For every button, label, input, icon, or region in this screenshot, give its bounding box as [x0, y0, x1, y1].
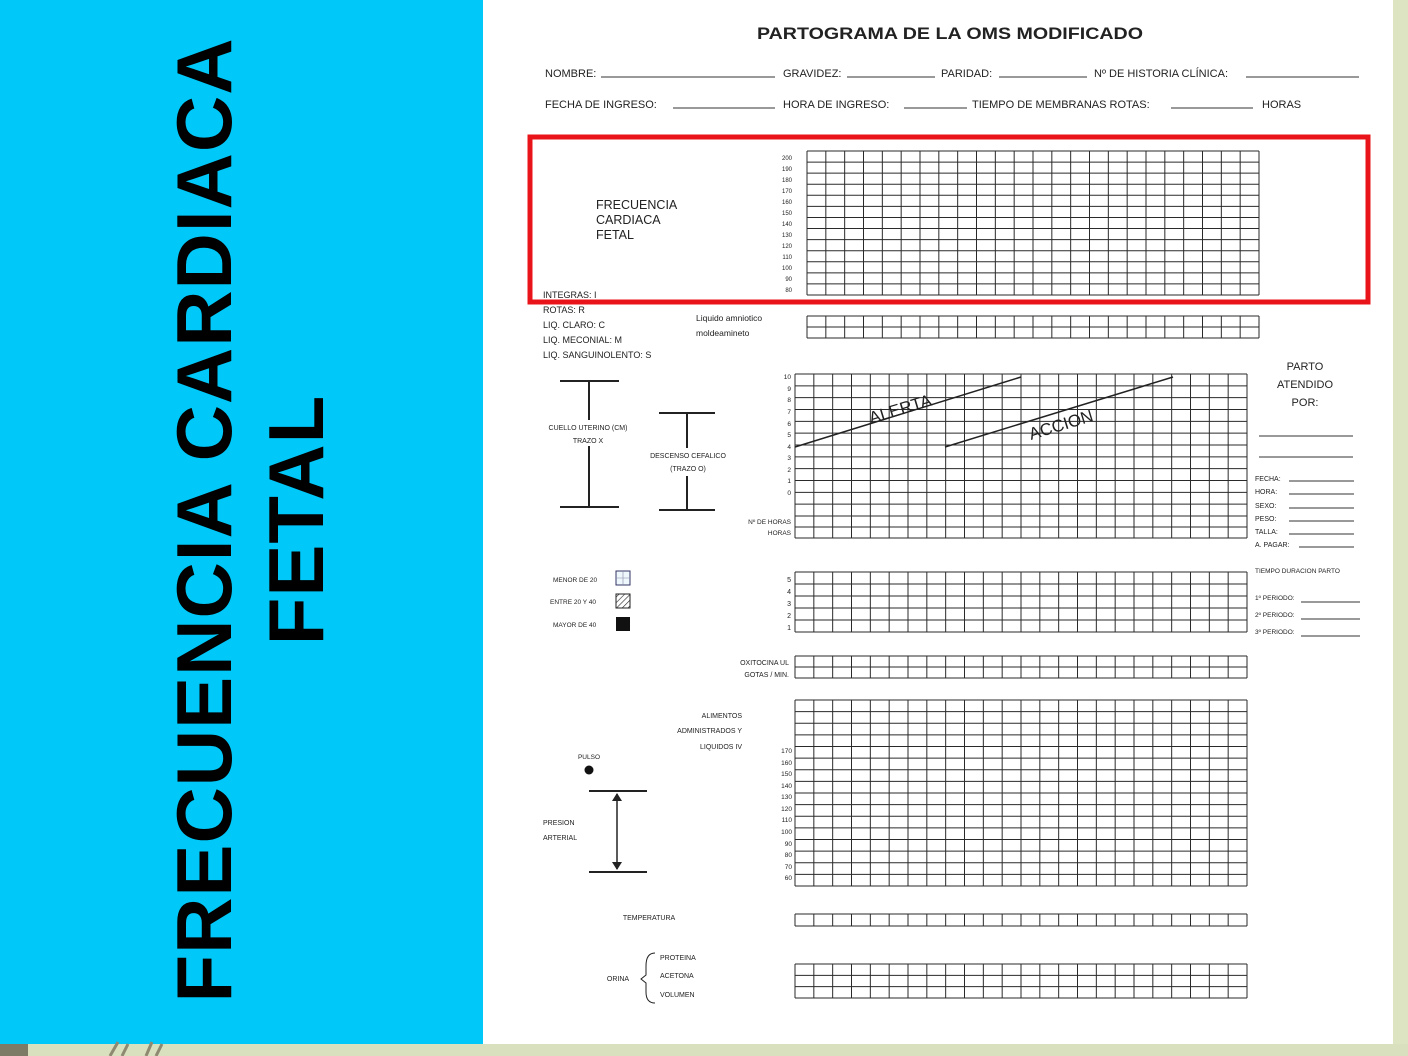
alimentos-line-2: ADMINISTRADOS Y: [677, 728, 742, 735]
presion-tick: 80: [784, 852, 792, 859]
fecha-ingreso-label: FECHA DE INGRESO:: [545, 99, 657, 111]
dil-tick: 3: [787, 455, 791, 462]
orina-proteina: PROTEINA: [660, 955, 696, 962]
fcf-tick: 130: [781, 233, 792, 239]
liquido-grid: [807, 316, 1259, 338]
cuello-line-2: TRAZO X: [572, 438, 604, 445]
presion-tick: 70: [784, 864, 792, 871]
parto-title-1: PARTO: [1286, 361, 1324, 373]
dil-tick: 2: [787, 467, 791, 474]
fcf-label-line-1: FRECUENCIA: [596, 198, 678, 212]
membranas-integras: INTEGRAS: I: [543, 290, 597, 300]
fcf-tick: 140: [781, 222, 792, 228]
contr-tick: 3: [787, 601, 791, 608]
dil-tick: 5: [787, 432, 791, 439]
descenso-cefalico-indicator: [643, 413, 733, 510]
horas-grid: [795, 516, 1247, 538]
fcf-tick: 190: [781, 167, 792, 173]
presion-tick: 170: [781, 748, 792, 755]
dil-tick: 8: [787, 397, 791, 404]
fcf-tick: 180: [781, 178, 792, 184]
fcf-label: [596, 198, 678, 242]
title-line-1: FRECUENCIA CARDIACA: [160, 37, 248, 1003]
form-title: PARTOGRAMA DE LA OMS MODIFICADO: [757, 24, 1143, 43]
corner-decoration-icon: [0, 1040, 200, 1056]
presion-tick: 150: [781, 771, 792, 778]
liquido-line-1: Liquido amniotico: [696, 313, 763, 323]
gravidez-label: GRAVIDEZ:: [783, 68, 842, 80]
presion-tick: 120: [781, 806, 792, 813]
fcf-tick: 80: [785, 288, 792, 294]
fcf-tick: 120: [781, 244, 792, 250]
fcf-tick: 170: [781, 189, 792, 195]
temperatura-grid: [795, 914, 1247, 926]
liquido-label: [696, 313, 762, 338]
oxitocina-line-2: GOTAS / MIN.: [744, 672, 789, 679]
paridad-label: PARIDAD:: [941, 68, 993, 80]
parto-sexo: SEXO:: [1255, 503, 1277, 510]
parto-atendido: [1277, 361, 1333, 409]
presion-tick: 160: [781, 760, 792, 767]
orina-volumen: VOLUMEN: [660, 992, 695, 999]
solid-square-icon: [616, 617, 630, 631]
alimentos-label: [677, 713, 742, 751]
tiempo-membranas-label: TIEMPO DE MEMBRANAS ROTAS:: [972, 99, 1150, 111]
num-horas-label: Nº DE HORAS: [748, 519, 791, 526]
parto-fecha: FECHA:: [1255, 476, 1281, 483]
orina-acetona: ACETONA: [660, 973, 694, 980]
descenso-line-2: (TRAZO O): [670, 466, 706, 473]
fcf-tick: 160: [781, 200, 792, 206]
presion-tick: 140: [781, 783, 792, 790]
duracion-title: TIEMPO DURACION PARTO: [1255, 568, 1340, 575]
fcf-tick: 110: [782, 255, 792, 261]
fcf-tick: 150: [781, 211, 792, 217]
orina-grid: [795, 964, 1247, 998]
dil-tick: 0: [787, 490, 791, 497]
hatched-square-icon: [616, 594, 630, 608]
membranas-rotas: ROTAS: R: [543, 305, 585, 315]
contr-tick: 1: [787, 625, 791, 632]
contr-tick: 4: [787, 589, 791, 596]
presion-tick: 130: [781, 794, 792, 801]
horas-row-label: HORAS: [767, 530, 791, 537]
parto-title-2: ATENDIDO: [1276, 379, 1334, 391]
orina-items: [660, 955, 696, 999]
pulso-label: PULSO: [577, 754, 601, 761]
cuello-uterino-indicator: [538, 381, 638, 507]
presion-tick: 110: [781, 817, 792, 824]
dotted-square-icon: [616, 571, 630, 585]
contracciones-legend: [550, 577, 597, 629]
nombre-label: NOMBRE:: [545, 68, 597, 80]
partograma-form: [483, 0, 1393, 1044]
parto-fields: [1255, 476, 1290, 549]
contr-tick: 2: [787, 613, 791, 620]
temperatura-label: TEMPERATURA: [622, 915, 676, 922]
membranas-sanguinolento: LIQ. SANGUINOLENTO: S: [543, 350, 652, 360]
contracciones-axis-ticks: [787, 577, 791, 632]
dilatacion-grid: [795, 374, 1247, 516]
legend-menor-20: MENOR DE 20: [553, 577, 598, 584]
fcf-axis-ticks: [782, 156, 793, 294]
presion-line-1: PRESION: [543, 820, 575, 827]
presion-tick: 60: [784, 875, 792, 882]
fcf-label-line-3: FETAL: [596, 228, 634, 242]
horas-label: HORAS: [1262, 99, 1302, 111]
duracion-p1: 1º PERIODO:: [1255, 595, 1295, 602]
fcf-grid: [807, 151, 1259, 295]
membranas-claro: LIQ. CLARO: C: [543, 320, 606, 330]
contr-tick: 5: [787, 577, 791, 584]
header-row-2: [545, 99, 1301, 111]
bottom-band: [0, 1044, 1408, 1056]
right-margin-strip: [1393, 0, 1408, 1044]
membranas-meconial: LIQ. MECONIAL: M: [543, 335, 623, 345]
title-line-2: FETAL: [252, 394, 340, 646]
presion-arrow-icon: [589, 791, 647, 872]
parto-title-3: POR:: [1291, 397, 1319, 409]
historia-label: Nº DE HISTORIA CLÍNICA:: [1094, 68, 1229, 80]
presion-tick: 100: [781, 829, 792, 836]
oxitocina-line-1: OXITOCINA UL: [740, 660, 789, 667]
parto-talla: TALLA:: [1255, 529, 1278, 536]
fcf-tick: 200: [781, 156, 792, 162]
hora-ingreso-label: HORA DE INGRESO:: [783, 99, 890, 111]
presion-line-2: ARTERIAL: [543, 835, 578, 842]
dil-tick: 4: [787, 444, 791, 451]
header-row-1: [545, 67, 1359, 80]
duracion-p2: 2º PERIODO:: [1255, 612, 1295, 619]
fcf-tick: 90: [785, 277, 792, 283]
oxitocina-grid: [795, 656, 1247, 678]
legend-entre-20-40: ENTRE 20 Y 40: [550, 599, 597, 606]
alimentos-grid: [795, 700, 1247, 886]
dil-tick: 6: [787, 421, 791, 428]
alerta-label: ALERTA: [866, 390, 934, 428]
accion-label: ACCION: [1026, 406, 1096, 444]
fcf-label-line-2: CARDIACA: [596, 213, 661, 227]
cuello-line-1: CUELLO UTERINO (CM): [548, 425, 628, 432]
alimentos-line-1: ALIMENTOS: [701, 713, 742, 720]
presion-tick: 90: [784, 841, 792, 848]
dil-tick: 9: [787, 386, 791, 393]
presion-axis-ticks: [781, 748, 792, 882]
liquido-line-2: moldeamineto: [696, 328, 750, 338]
duracion-p3: 3º PERIODO:: [1255, 629, 1295, 636]
legend-mayor-40: MAYOR DE 40: [553, 622, 597, 629]
contracciones-grid: [795, 572, 1247, 632]
orina-label: ORINA: [606, 976, 630, 983]
parto-apgar: A. PAGAR:: [1255, 542, 1290, 549]
dil-tick: 10: [783, 374, 791, 381]
pulso-dot-icon: [585, 766, 594, 775]
descenso-line-1: DESCENSO CEFALICO: [650, 453, 726, 460]
parto-peso: PESO:: [1255, 516, 1277, 523]
dil-tick: 1: [787, 478, 791, 485]
fcf-tick: 100: [781, 266, 792, 272]
parto-hora: HORA:: [1255, 489, 1278, 496]
orina-brace-icon: [641, 953, 655, 1003]
dil-tick: 7: [787, 409, 791, 416]
alimentos-line-3: LIQUIDOS IV: [699, 744, 742, 751]
dilatacion-axis-ticks: [784, 374, 792, 497]
